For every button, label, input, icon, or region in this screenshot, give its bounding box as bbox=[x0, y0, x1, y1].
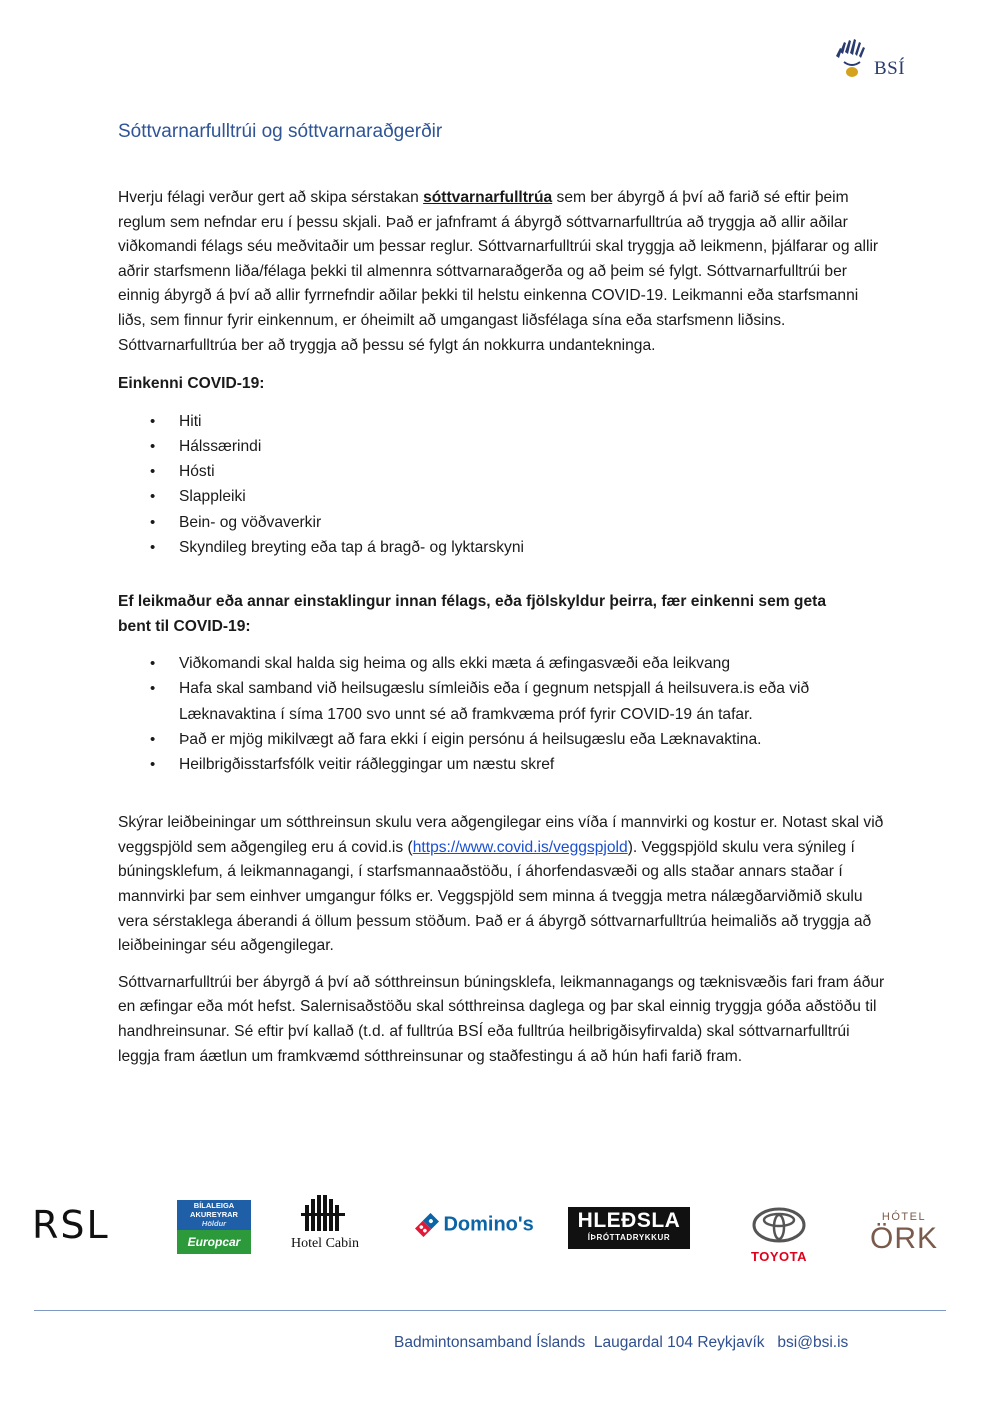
dominos-logo bbox=[415, 1213, 534, 1237]
europcar-logo bbox=[177, 1200, 251, 1254]
europcar-bottom-text: Europcar bbox=[177, 1230, 251, 1254]
domino-tile-icon bbox=[415, 1213, 439, 1237]
list-item: • Hósti bbox=[118, 459, 888, 484]
responsibility-paragraph: Sóttvarnarfulltrúi ber ábyrgð á því að sótthreinsun búningsklefa, leikmannagangs og tæknisvæðis fari fram áður en æfingar eða mót hefst. Salernisaðstöðu skal sótthreinsa daglega og þar skal einnig tryggja góða aðstöðu til handhreinsunar. Sé eftir því kallað (t.d. af fulltrúa BSÍ eða fulltrúa heilbrigðisyfirvalda) skal sóttvarnarfulltrúi leggja fram áætlun um framkvæmd sótthreinsunar og staðfestingu á að hún hafi farið fram. bbox=[118, 973, 885, 1065]
symptoms-list bbox=[118, 409, 888, 560]
rsl-logo-text: RSL bbox=[32, 1203, 110, 1247]
list-item: • Hafa skal samband við heilsugæslu símleiðis eða í gegnum netspjall á heilsuvera.is eða við Læknavaktina í síma 1700 svo unnt sé að framkvæma próf fyrir COVID-19 án tafar. bbox=[118, 676, 848, 726]
europcar-top-line-2: AKUREYRAR bbox=[190, 1210, 238, 1219]
bsi-logo-text: BSÍ bbox=[874, 58, 906, 79]
toyota-logo bbox=[746, 1207, 812, 1264]
list-item: • Það er mjög mikilvægt að fara ekki í eigin persónu á heilsugæslu eða Læknavaktina. bbox=[118, 727, 848, 752]
hotel-ork-logo bbox=[866, 1211, 942, 1254]
hotel-cabin-logo bbox=[288, 1195, 362, 1252]
toyota-emblem-icon bbox=[752, 1207, 806, 1243]
list-item: • Heilbrigðisstarfsfólk veitir ráðleggingar um næstu skref bbox=[118, 752, 848, 777]
symptoms-heading: Einkenni COVID-19: bbox=[118, 375, 265, 393]
hledsla-top-text: HLEÐSLA bbox=[577, 1209, 681, 1232]
hotel-cabin-text: Hotel Cabin bbox=[290, 1236, 360, 1251]
disinfection-text-2: ). Veggspjöld skulu vera sýnileg í búningsklefum, á leikmannagangi, í starfsmannaaðstöðu, í áhorfendasvæði og alls staðar annars staðar í mannvirki þar sem einhver umgangur fólks er. Veggspjöld sem minna á tveggja metra nálægðarviðmið skulu vera sérstaklega áberandi á öllum þessum stöðum. Það er á ábyrgð sóttvarnarfulltrúa heimaliðs að tryggja að leiðbeiningar séu aðgengilegar. bbox=[118, 838, 872, 955]
europcar-top-line-3: Höldur bbox=[201, 1219, 227, 1228]
hledsla-bottom-text: ÍÞRÓTTADRYKKUR bbox=[587, 1233, 671, 1242]
disinfection-text-1: Skýrar leiðbeiningar um sótthreinsun skulu vera aðgengilegar eins víða í mannvirki og kostur er. Notast skal við veggspjöld sem aðgengileg eru á covid.is ( bbox=[118, 814, 884, 856]
covid-posters-link[interactable]: https://www.covid.is/veggspjold bbox=[412, 838, 628, 856]
dominos-text: Domino's bbox=[443, 1213, 534, 1236]
hledsla-logo bbox=[568, 1207, 690, 1249]
disinfection-paragraph bbox=[118, 811, 888, 959]
footer-divider bbox=[34, 1310, 946, 1311]
europcar-top-line-1: BÍLALEIGA bbox=[193, 1201, 235, 1210]
sponsor-logos bbox=[30, 1195, 950, 1265]
list-item: • Hálssærindi bbox=[118, 434, 888, 459]
hotel-ork-top-text: HÓTEL bbox=[881, 1211, 927, 1223]
page-title: Sóttvarnarfulltrúi og sóttvarnaraðgerðir bbox=[118, 121, 443, 142]
intro-paragraph bbox=[118, 186, 888, 358]
bsi-logo bbox=[834, 38, 914, 84]
list-item: • Slappleiki bbox=[118, 484, 888, 509]
intro-text-2: sem ber ábyrgð á því að farið sé eftir þeim reglum sem nefndar eru í þessu skjali. Það er jafnframt á ábyrgð sóttvarnarfulltrúa að tryggja að allir aðilar viðkomandi félags séu meðvitaðir um þessar reglur. Sóttvarnarfulltrúi skal tryggja að leikmenn, þjálfarar og allir aðrir starfsmenn liða/félaga þekki til almennra sóttvarnaraðgerða og að þeim sé fylgt. Sóttvarnarfulltrúi ber einnig ábyrgð á því að allir fyrrnefndir aðilar þekki til helstu einkenna COVID-19. Leikmanni eða starfsmanni liðs, sem finnur fyrir einkennum, er óheimilt að umgangast liðsfélaga sína eða starfsmenn liðsins. Sóttvarnarfulltrúa ber að tryggja að þessu sé fylgt án nokkurra undantekninga. bbox=[118, 189, 879, 354]
if-symptoms-heading: Ef leikmaður eða annar einstaklingur innan félags, eða fjölskyldur þeirra, fær einkenni sem geta bent til COVID-19: bbox=[118, 592, 827, 635]
if-symptoms-list bbox=[118, 651, 888, 777]
list-item: • Bein- og vöðvaverkir bbox=[118, 510, 888, 535]
hotel-ork-bottom-text: ÖRK bbox=[869, 1222, 938, 1255]
footer-contact: Badmintonsamband Íslands Laugardal 104 Reykjavík bsi@bsi.is bbox=[394, 1334, 849, 1351]
hotel-building-icon bbox=[288, 1195, 358, 1233]
rsl-logo bbox=[32, 1203, 110, 1247]
list-item: • Hiti bbox=[118, 409, 888, 434]
document-body bbox=[118, 186, 888, 1081]
intro-text-1: Hverju félagi verður gert að skipa sérstakan bbox=[118, 189, 424, 206]
toyota-text: TOYOTA bbox=[751, 1249, 807, 1264]
list-item: • Viðkomandi skal halda sig heima og alls ekki mæta á æfingasvæði eða leikvang bbox=[118, 651, 848, 676]
shuttlecock-icon bbox=[834, 38, 874, 82]
intro-emphasis: sóttvarnarfulltrúa bbox=[423, 189, 553, 206]
list-item: • Skyndileg breyting eða tap á bragð- og lyktarskyni bbox=[118, 535, 888, 560]
